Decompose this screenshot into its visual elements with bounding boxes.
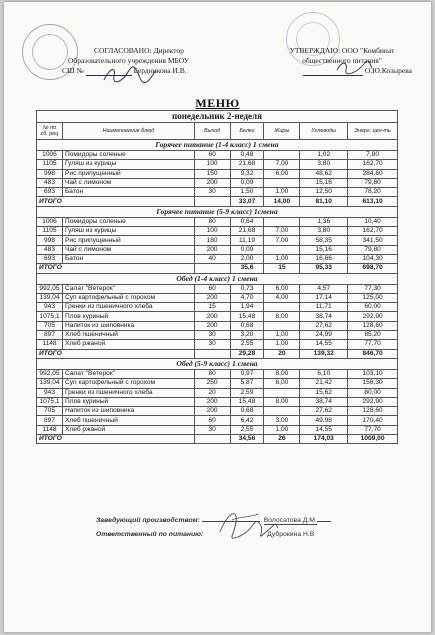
total-weight <box>194 435 230 444</box>
section-header-row <box>37 273 398 284</box>
menu-row <box>37 188 398 197</box>
menu-row <box>37 245 398 254</box>
protein: 0,97 <box>230 369 264 378</box>
approval-right-heading: УТВЕРЖДАЮ: ООО "Комбинат <box>289 46 395 55</box>
protein: 9,32 <box>230 169 264 178</box>
dish-name: Чай с лимоном <box>62 245 194 254</box>
menu-row <box>37 169 398 178</box>
energy: 77,70 <box>348 340 398 349</box>
column-header: Энерг. цен-ть <box>348 123 398 140</box>
carbs: 11,71 <box>300 303 348 312</box>
carbs: 48,62 <box>300 169 348 178</box>
portion-weight: 30 <box>194 340 230 349</box>
portion-weight: 200 <box>194 178 230 187</box>
dish-name: Батон <box>62 254 194 263</box>
fat <box>264 245 300 254</box>
carbs: 17,14 <box>300 293 348 302</box>
recipe-number: 1148 <box>37 340 63 349</box>
approval-left-heading: СОГЛАСОВАНО: Директор <box>94 46 184 55</box>
recipe-number: 705 <box>37 321 63 330</box>
carbs: 15,62 <box>300 388 348 397</box>
dish-name: Гуляш из курицы <box>62 227 194 236</box>
portion-weight: 80 <box>194 217 230 226</box>
dish-name: Гуляш из курицы <box>62 160 194 169</box>
recipe-number: 1105 <box>37 160 63 169</box>
portion-weight: 80 <box>194 369 230 378</box>
fat: 6,00 <box>264 169 300 178</box>
total-row <box>37 435 398 444</box>
protein: 0,64 <box>230 217 264 226</box>
approval-left-name: Бердникова И.В. <box>133 66 187 75</box>
carbs: 12,50 <box>300 188 348 197</box>
total-carbs: 174,03 <box>300 435 348 444</box>
carbs: 27,62 <box>300 407 348 416</box>
energy: 77,70 <box>348 425 398 434</box>
recipe-number: 943 <box>37 303 63 312</box>
total-weight <box>194 349 230 358</box>
energy: 292,90 <box>348 312 398 321</box>
carbs: 58,35 <box>300 236 348 245</box>
energy: 162,70 <box>348 160 398 169</box>
menu-row <box>37 303 398 312</box>
fat: 3,00 <box>264 416 300 425</box>
recipe-number: 693 <box>37 188 63 197</box>
energy: 7,80 <box>348 151 398 160</box>
menu-row <box>37 227 398 236</box>
protein: 3,20 <box>230 331 264 340</box>
section-title: Обед (5-9 класс) 1 смена <box>37 358 398 369</box>
recipe-number: 1148 <box>37 425 63 434</box>
energy: 79,80 <box>348 245 398 254</box>
total-row <box>37 264 398 273</box>
recipe-number: 998 <box>37 169 63 178</box>
energy: 78,20 <box>348 188 398 197</box>
energy: 128,60 <box>348 407 398 416</box>
dish-name: Помидоры соленые <box>62 217 194 226</box>
menu-row <box>37 321 398 330</box>
recipe-number: 1105 <box>37 227 63 236</box>
total-label: ИТОГО <box>37 435 195 444</box>
total-energy: 613,10 <box>348 197 398 206</box>
total-weight <box>194 197 230 206</box>
portion-weight: 60 <box>194 416 230 425</box>
section-header-row <box>37 206 398 217</box>
menu-row <box>37 397 398 406</box>
total-energy: 1009,00 <box>348 435 398 444</box>
recipe-number: 1006 <box>37 151 63 160</box>
protein: 2,55 <box>230 340 264 349</box>
protein: 15,48 <box>230 312 264 321</box>
recipe-number: 897 <box>37 416 63 425</box>
recipe-number: 992,05 <box>37 369 63 378</box>
carbs: 38,74 <box>300 312 348 321</box>
protein: 1,94 <box>230 303 264 312</box>
protein: 4,70 <box>230 293 264 302</box>
protein: 2,55 <box>230 425 264 434</box>
manager-label: Заведующий производством: <box>96 517 200 524</box>
total-label: ИТОГО <box>37 264 195 273</box>
portion-weight: 180 <box>194 236 230 245</box>
energy: 156,30 <box>348 379 398 388</box>
portion-weight: 200 <box>194 312 230 321</box>
dish-name: Суп картофельный с горохом <box>62 379 194 388</box>
total-label: ИТОГО <box>37 349 195 358</box>
fat: 4,00 <box>264 293 300 302</box>
total-carbs: 139,32 <box>300 349 348 358</box>
fat <box>264 321 300 330</box>
energy: 341,50 <box>348 236 398 245</box>
total-energy: 846,70 <box>348 349 398 358</box>
carbs: 21,42 <box>300 379 348 388</box>
protein: 21,68 <box>230 227 264 236</box>
recipe-number: 1075,1 <box>37 312 63 321</box>
portion-weight: 100 <box>194 160 230 169</box>
column-header: Наименование блюд <box>62 123 194 140</box>
menu-row <box>37 379 398 388</box>
dish-name: Напиток из шиповника <box>62 321 194 330</box>
carbs: 15,16 <box>300 178 348 187</box>
column-header-row <box>37 123 398 140</box>
fat <box>264 178 300 187</box>
recipe-number: 483 <box>37 245 63 254</box>
menu-row <box>37 312 398 321</box>
energy: 292,90 <box>348 397 398 406</box>
column-header: Углеводы <box>300 123 348 140</box>
carbs: 14,55 <box>300 425 348 434</box>
fat: 1,00 <box>264 340 300 349</box>
recipe-number: 693 <box>37 254 63 263</box>
energy: 80,00 <box>348 388 398 397</box>
menu-row <box>37 425 398 434</box>
menu-row <box>37 236 398 245</box>
total-fat: 20 <box>264 349 300 358</box>
menu-table <box>36 110 398 444</box>
protein: 0,73 <box>230 284 264 293</box>
carbs: 27,62 <box>300 321 348 330</box>
total-protein: 35,6 <box>230 264 264 273</box>
recipe-number: 998 <box>37 236 63 245</box>
carbs: 24,99 <box>300 331 348 340</box>
dish-name: Хлеб ржаной <box>62 340 194 349</box>
carbs: 3,80 <box>300 227 348 236</box>
dish-name: Батон <box>62 188 194 197</box>
energy: 284,60 <box>348 169 398 178</box>
portion-weight: 30 <box>194 425 230 434</box>
protein: 21,68 <box>230 160 264 169</box>
carbs: 1,36 <box>300 217 348 226</box>
column-header: Белки <box>230 123 264 140</box>
fat: 7,00 <box>264 236 300 245</box>
fat: 1,00 <box>264 425 300 434</box>
energy: 162,70 <box>348 227 398 236</box>
menu-row <box>37 217 398 226</box>
portion-weight: 150 <box>194 169 230 178</box>
total-protein: 34,56 <box>230 435 264 444</box>
energy: 128,60 <box>348 321 398 330</box>
carbs: 1,02 <box>300 151 348 160</box>
section-header-row <box>37 140 398 151</box>
recipe-number: 483 <box>37 178 63 187</box>
energy: 170,40 <box>348 416 398 425</box>
dish-name: Суп картофельный с горохом <box>62 293 194 302</box>
carbs: 14,55 <box>300 340 348 349</box>
fat: 8,00 <box>264 312 300 321</box>
portion-weight: 200 <box>194 245 230 254</box>
fat <box>264 217 300 226</box>
total-energy: 698,70 <box>348 264 398 273</box>
portion-weight: 200 <box>194 397 230 406</box>
fat <box>264 388 300 397</box>
section-header-row <box>37 358 398 369</box>
menu-row <box>37 160 398 169</box>
recipe-number: 897 <box>37 331 63 340</box>
dish-name: Плов куриный <box>62 312 194 321</box>
menu-row <box>37 284 398 293</box>
carbs: 49,98 <box>300 416 348 425</box>
protein: 2,59 <box>230 388 264 397</box>
total-carbs: 95,33 <box>300 264 348 273</box>
fat: 8,00 <box>264 397 300 406</box>
section-title: Горячее питание (1-4 класс) 1 смена <box>37 140 398 151</box>
menu-title: МЕНЮ <box>195 96 240 110</box>
carbs: 38,74 <box>300 397 348 406</box>
fat: 6,00 <box>264 379 300 388</box>
approval-left-org: Образовательного учреждения МБОУ <box>68 56 190 65</box>
portion-weight: 100 <box>194 227 230 236</box>
carbs: 15,16 <box>300 245 348 254</box>
recipe-number: 943 <box>37 388 63 397</box>
energy: 104,30 <box>348 254 398 263</box>
portion-weight: 60 <box>194 151 230 160</box>
day-title: понедельник 2-неделя <box>37 111 398 123</box>
dish-name: Хлеб пшеничный <box>62 416 194 425</box>
dish-name: Салат "Ветерок" <box>62 369 194 378</box>
energy: 10,40 <box>348 217 398 226</box>
manager-signature <box>214 502 284 548</box>
portion-weight: 15 <box>194 303 230 312</box>
approval-left-school: СШ № <box>62 66 84 75</box>
total-fat: 14,00 <box>264 197 300 206</box>
column-header: Жиры <box>264 123 300 140</box>
manager-name-tail <box>317 521 331 522</box>
recipe-number: 992,05 <box>37 284 63 293</box>
carbs: 16,66 <box>300 254 348 263</box>
approval-right-org: общественного питания" <box>302 56 382 65</box>
day-row <box>37 111 398 123</box>
portion-weight: 20 <box>194 388 230 397</box>
portion-weight: 200 <box>194 293 230 302</box>
fat: 7,00 <box>264 227 300 236</box>
carbs: 6,10 <box>300 369 348 378</box>
protein: 0,68 <box>230 407 264 416</box>
dish-name: Напиток из шиповника <box>62 407 194 416</box>
protein: 0,68 <box>230 321 264 330</box>
fat <box>264 303 300 312</box>
fat: 8,00 <box>264 369 300 378</box>
protein: 5,87 <box>230 379 264 388</box>
total-protein: 29,28 <box>230 349 264 358</box>
energy: 103,10 <box>348 369 398 378</box>
energy: 60,00 <box>348 303 398 312</box>
dish-name: Гренки из пшеничного хлеба <box>62 303 194 312</box>
fat: 1,00 <box>264 254 300 263</box>
dish-name: Чай с лимоном <box>62 178 194 187</box>
recipe-number: 139,04 <box>37 293 63 302</box>
menu-row <box>37 331 398 340</box>
menu-row <box>37 407 398 416</box>
protein: 1,50 <box>230 188 264 197</box>
portion-weight: 250 <box>194 379 230 388</box>
recipe-number: 705 <box>37 407 63 416</box>
menu-row <box>37 178 398 187</box>
dish-name: Плов куриный <box>62 397 194 406</box>
recipe-number: 139,04 <box>37 379 63 388</box>
responsible-name: Дуброкина Н.В <box>267 531 315 538</box>
column-header: № по сб. рец <box>37 123 63 140</box>
fat: 1,00 <box>264 188 300 197</box>
dish-name: Хлеб пшеничный <box>62 331 194 340</box>
menu-row <box>37 151 398 160</box>
portion-weight: 30 <box>194 188 230 197</box>
manager-name: Волосатова Д.М. <box>263 517 317 524</box>
energy: 85,20 <box>348 331 398 340</box>
total-weight <box>194 264 230 273</box>
menu-document <box>4 2 431 632</box>
protein: 11,19 <box>230 236 264 245</box>
dish-name: Рис припущенный <box>62 236 194 245</box>
energy: 79,80 <box>348 178 398 187</box>
approval-right-name: О.Ю.Козырева <box>364 66 412 75</box>
approver-signature <box>334 58 374 76</box>
dish-name: Помидоры соленые <box>62 151 194 160</box>
portion-weight: 40 <box>194 254 230 263</box>
column-header: Выход <box>194 123 230 140</box>
energy: 125,00 <box>348 293 398 302</box>
protein: 2,00 <box>230 254 264 263</box>
menu-row <box>37 293 398 302</box>
recipe-number: 1006 <box>37 217 63 226</box>
dish-name: Рис припущенный <box>62 169 194 178</box>
protein: 0,09 <box>230 245 264 254</box>
menu-row <box>37 340 398 349</box>
portion-weight: 200 <box>194 321 230 330</box>
total-row <box>37 197 398 206</box>
carbs: 4,57 <box>300 284 348 293</box>
total-fat: 15 <box>264 264 300 273</box>
protein: 0,48 <box>230 151 264 160</box>
fat <box>264 407 300 416</box>
section-title: Горячее питание (5-9 класс) 1смена <box>37 206 398 217</box>
menu-row <box>37 388 398 397</box>
fat: 1,00 <box>264 331 300 340</box>
fat <box>264 151 300 160</box>
total-fat: 26 <box>264 435 300 444</box>
protein: 0,09 <box>230 178 264 187</box>
fat: 6,00 <box>264 284 300 293</box>
section-title: Обед (1-4 класс) 1 смена <box>37 273 398 284</box>
carbs: 3,80 <box>300 160 348 169</box>
portion-weight: 60 <box>194 284 230 293</box>
portion-weight: 30 <box>194 331 230 340</box>
total-row <box>37 349 398 358</box>
menu-row <box>37 416 398 425</box>
recipe-number: 1075,1 <box>37 397 63 406</box>
menu-row <box>37 369 398 378</box>
responsible-label: Ответственный по питанию: <box>96 531 204 538</box>
energy: 77,30 <box>348 284 398 293</box>
dish-name: Гренки из пшеничного хлеба <box>62 388 194 397</box>
fat: 7,00 <box>264 160 300 169</box>
dish-name: Хлеб ржаной <box>62 425 194 434</box>
total-protein: 33,07 <box>230 197 264 206</box>
protein: 15,48 <box>230 397 264 406</box>
total-label: ИТОГО <box>37 197 195 206</box>
menu-row <box>37 254 398 263</box>
total-carbs: 81,10 <box>300 197 348 206</box>
dish-name: Салат "Ветерок" <box>62 284 194 293</box>
director-signature <box>100 64 160 86</box>
portion-weight: 200 <box>194 407 230 416</box>
protein: 6,42 <box>230 416 264 425</box>
